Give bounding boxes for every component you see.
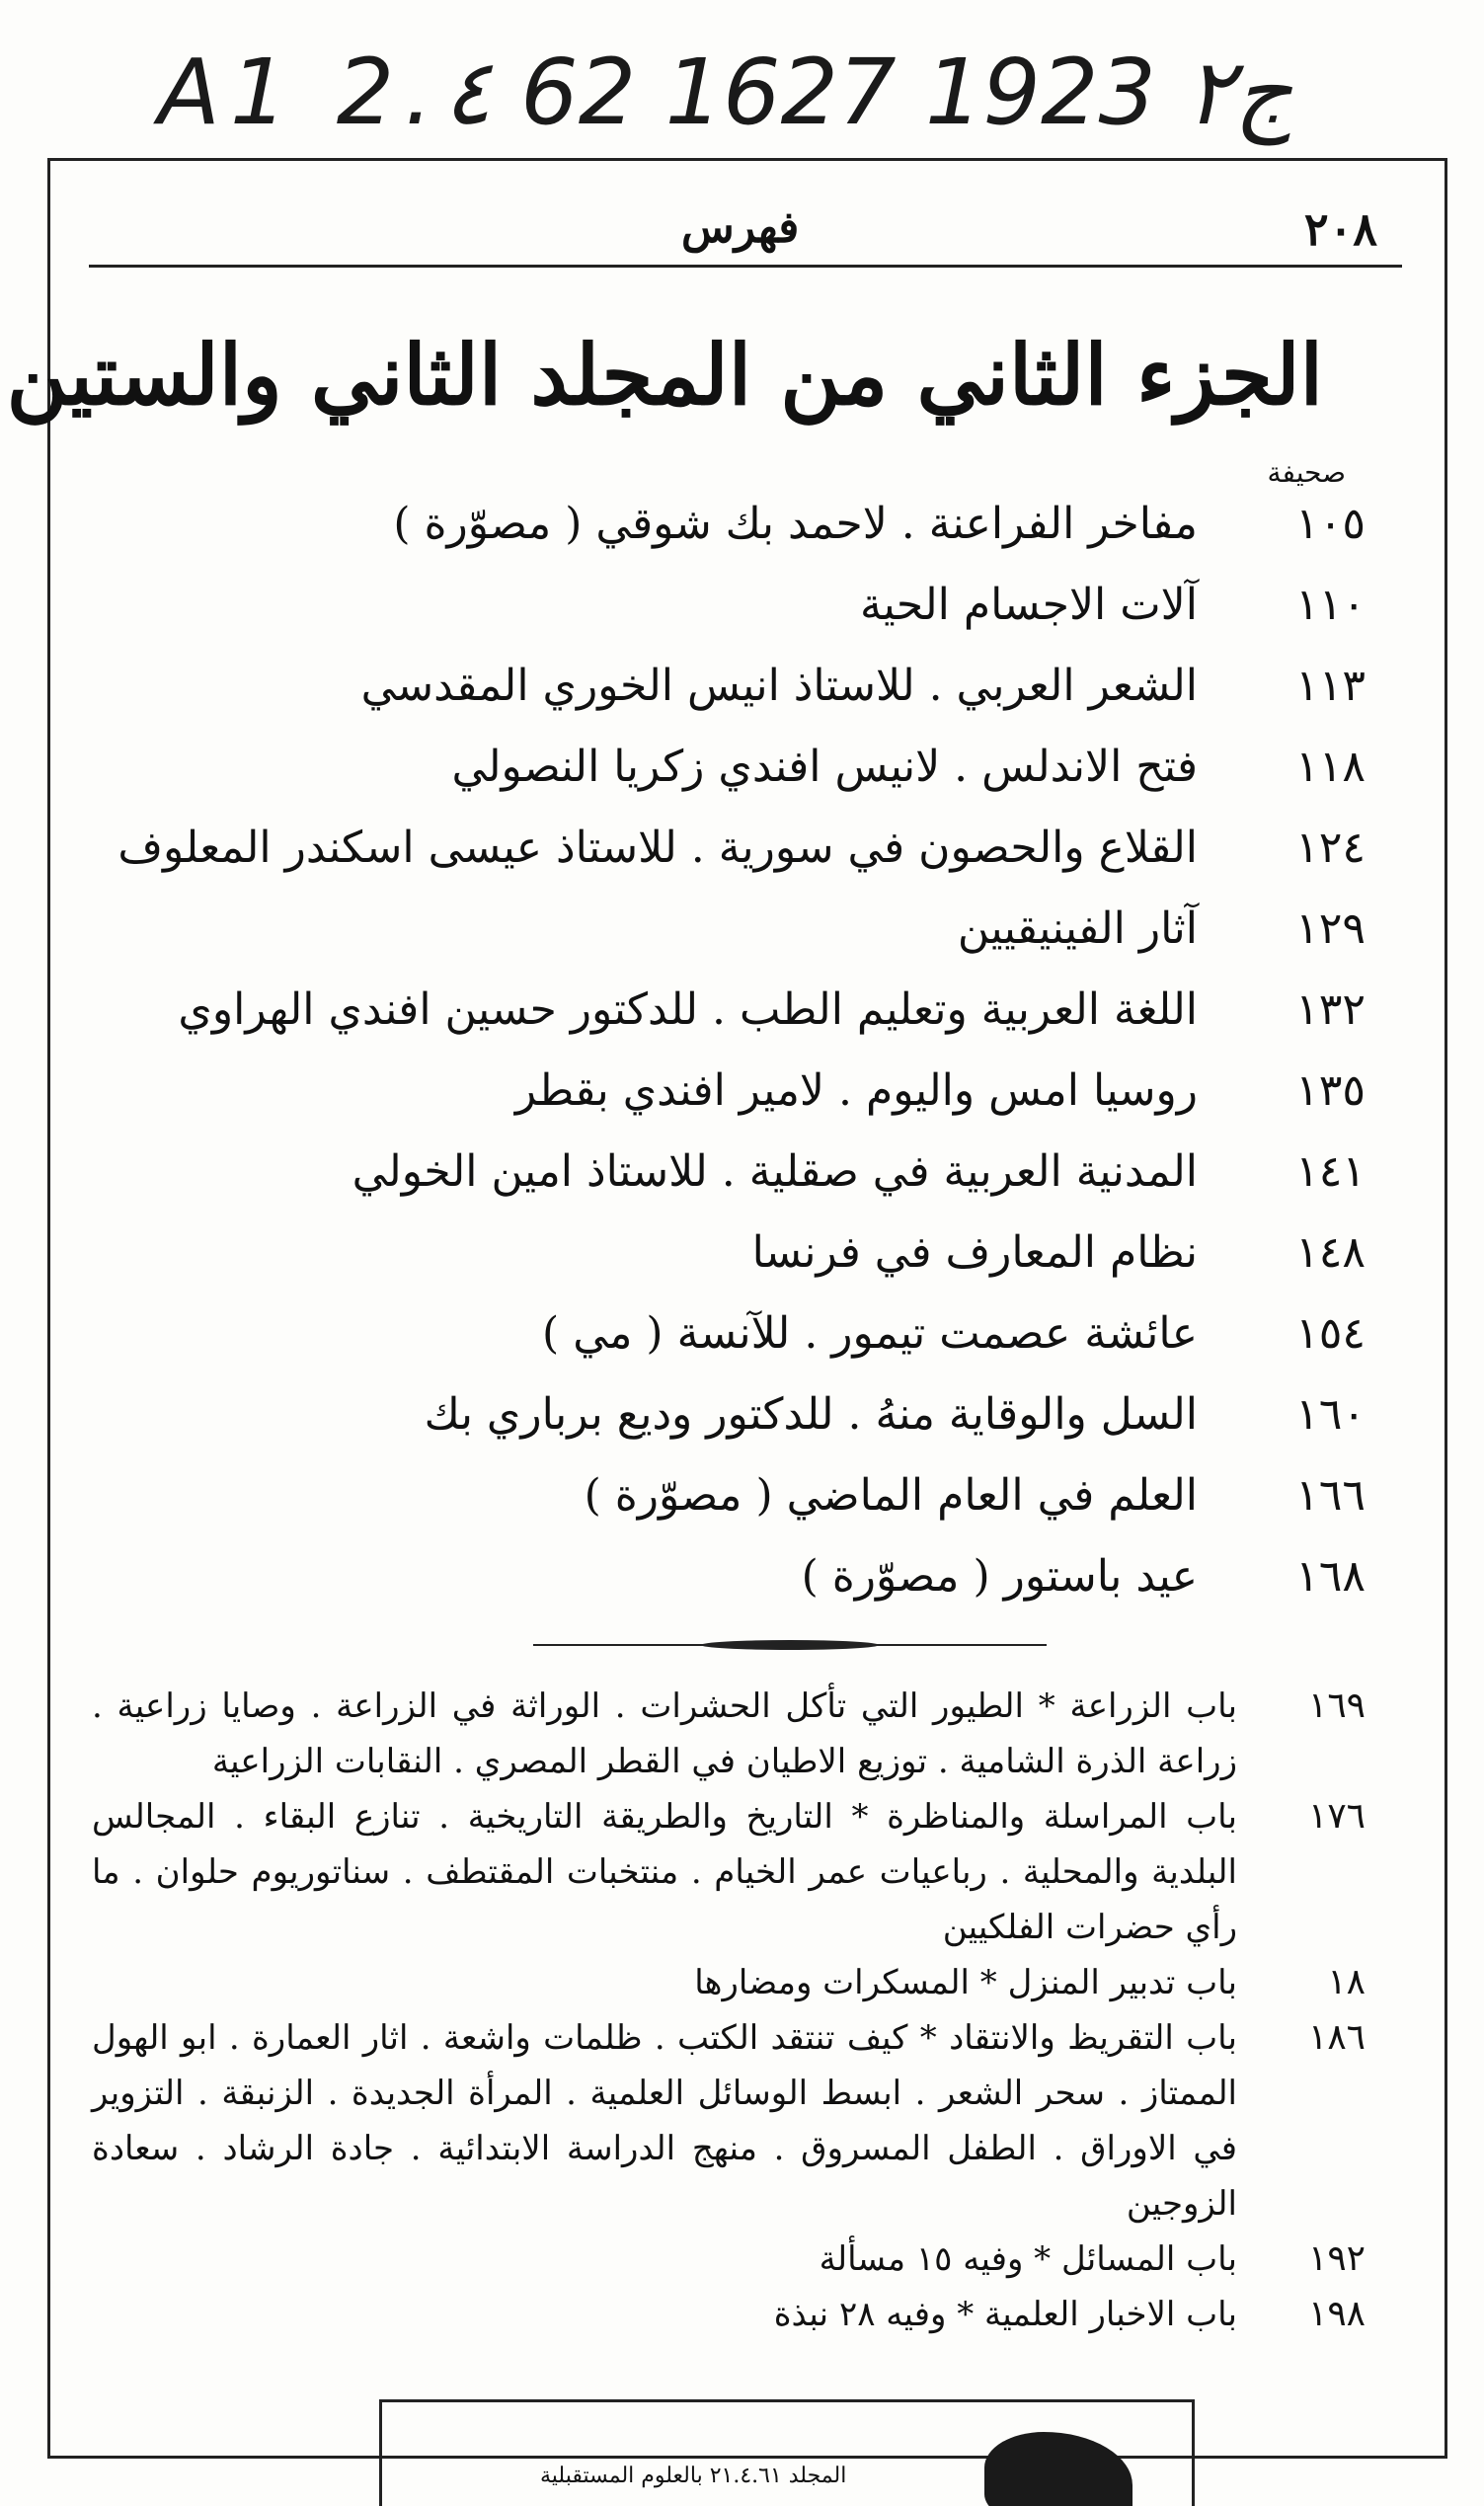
- toc-entry-title: المدنية العربية في صقلية . للاستاذ امين الخولي: [351, 1146, 1198, 1197]
- toc-entry-title: روسيا امس واليوم . لامير افندي بقطر: [514, 1065, 1198, 1116]
- toc-entry-title: نظام المعارف في فرنسا: [751, 1227, 1198, 1278]
- section-row: [92, 1679, 1366, 1789]
- toc-row: [121, 499, 1366, 580]
- toc-entry-title: آلات الاجسام الحية: [859, 580, 1198, 630]
- section-entry: باب المراسلة والمناظرة * التاريخ والطريقة التاريخية . تنازع البقاء . المجالس البلدية والمحلية . رباعيات عمر الخيام . منتخبات المقتطف . سناتوريوم حلوان . ما رأي حضرات الفلكيين: [92, 1797, 1237, 1947]
- toc-row: [121, 1308, 1366, 1389]
- library-stamp: [379, 2399, 1195, 2506]
- toc-row: [121, 1389, 1366, 1470]
- toc-entry-title: الشعر العربي . للاستاذ انيس الخوري المقدسي: [360, 661, 1198, 711]
- toc-row: [121, 742, 1366, 822]
- toc-entry-title: اللغة العربية وتعليم الطب . للدكتور حسين افندي الهراوي: [178, 984, 1198, 1035]
- section-row: [92, 2287, 1366, 2342]
- section-page-number: ١٨: [1327, 1962, 1366, 2002]
- header-rule: [89, 265, 1402, 268]
- section-entry: باب المسائل * وفيه ١٥ مسألة: [819, 2239, 1237, 2279]
- toc-page-number: ١٥٤: [1295, 1308, 1366, 1359]
- section-page-number: ١٩٢: [1307, 2238, 1366, 2279]
- toc-entry-title: السل والوقاية منهُ . للدكتور وديع برباري بك: [424, 1389, 1198, 1440]
- toc-page-number: ١١٣: [1295, 661, 1366, 711]
- section-entry: باب تدبير المنزل * المسكرات ومضارها: [694, 1963, 1237, 2002]
- toc-page-number: ١٢٤: [1295, 822, 1366, 873]
- toc-page-number: ١٦٦: [1295, 1470, 1366, 1521]
- toc-entry-title: مفاخر الفراعنة . لاحمد بك شوقي ( مصوّرة ): [393, 499, 1198, 549]
- section-entry: باب الزراعة * الطيور التي تأكل الحشرات . الوراثة في الزراعة . وصايا زراعية . زراعة الذرة الشامية . توزيع الاطيان في القطر المصري . النقابات الزراعية: [92, 1686, 1237, 1781]
- toc-row: [121, 984, 1366, 1065]
- toc-row: [121, 661, 1366, 742]
- stamp-text: المجلد ٢١.٤.٦١ بالعلوم المستقبلية: [540, 2464, 847, 2488]
- section-row: [92, 1789, 1366, 1955]
- toc-entry-title: آثار الفينيقيين: [957, 903, 1198, 954]
- toc-page-number: ١٠٥: [1295, 499, 1366, 549]
- stamp-ink-blot: [984, 2432, 1133, 2506]
- section-page-number: ١٧٦: [1307, 1796, 1366, 1837]
- toc-row: [121, 1065, 1366, 1146]
- toc-page-number: ١٣٥: [1295, 1065, 1366, 1116]
- handwritten-call-number: A1 2.٤ 62 ج٢ 1923 1627: [158, 39, 1293, 145]
- section-entry: باب التقريظ والانتقاد * كيف تنتقد الكتب . ظلمات واشعة . اثار العمارة . ابو الهول الممتاز . سحر الشعر . ابسط الوسائل العلمية . المرأة الجديدة . الزنبقة . التزوير في الاوراق . الطفل المسروق . منهج الدراسة الابتدائية . جادة الرشاد . سعادة الزوجين: [92, 2018, 1237, 2224]
- toc-entry-title: عيد باستور ( مصوّرة ): [801, 1551, 1198, 1602]
- toc-row: [121, 580, 1366, 661]
- toc-row: [117, 822, 1366, 903]
- toc-page-number: ١١٠: [1295, 580, 1366, 630]
- page-number: ٢٠٨: [1303, 202, 1377, 256]
- toc-page-number: ١٦٠: [1295, 1389, 1366, 1440]
- toc-page-number: ١١٨: [1295, 742, 1366, 792]
- toc-row: [121, 903, 1366, 984]
- page-title: الجزء الثاني من المجلد الثاني والستين: [6, 326, 1323, 424]
- toc-entry-title: العلم في العام الماضي ( مصوّرة ): [584, 1470, 1198, 1521]
- toc-row: [121, 1470, 1366, 1551]
- section-row: [92, 2232, 1366, 2287]
- table-of-contents: [117, 499, 1366, 1632]
- toc-entry-title: عائشة عصمت تيمور . للآنسة ( مي ): [542, 1308, 1198, 1359]
- toc-entry-title: فتح الاندلس . لانيس افندي زكريا النصولي: [451, 742, 1198, 792]
- page-column-heading: صحيفة: [1267, 456, 1346, 489]
- toc-page-number: ١٤٨: [1295, 1227, 1366, 1278]
- section-entry: باب الاخبار العلمية * وفيه ٢٨ نبذة: [773, 2295, 1237, 2334]
- sections-list: [92, 1679, 1366, 2342]
- section-page-number: ١٦٩: [1307, 1685, 1366, 1726]
- section-page-number: ١٨٦: [1307, 2017, 1366, 2058]
- section-row: [92, 1955, 1366, 2010]
- toc-row: [121, 1146, 1366, 1227]
- toc-page-number: ١٤١: [1295, 1146, 1366, 1197]
- toc-page-number: ١٦٨: [1295, 1551, 1366, 1602]
- toc-row: [121, 1551, 1366, 1632]
- toc-entry-title: القلاع والحصون في سورية . للاستاذ عيسى اسكندر المعلوف: [117, 822, 1198, 873]
- section-page-number: ١٩٨: [1307, 2294, 1366, 2334]
- toc-page-number: ١٢٩: [1295, 903, 1366, 954]
- ornamental-separator: [533, 1639, 1047, 1651]
- running-head: فهرس: [681, 202, 800, 253]
- toc-page-number: ١٣٢: [1295, 984, 1366, 1035]
- section-row: [92, 2010, 1366, 2232]
- toc-row: [121, 1227, 1366, 1308]
